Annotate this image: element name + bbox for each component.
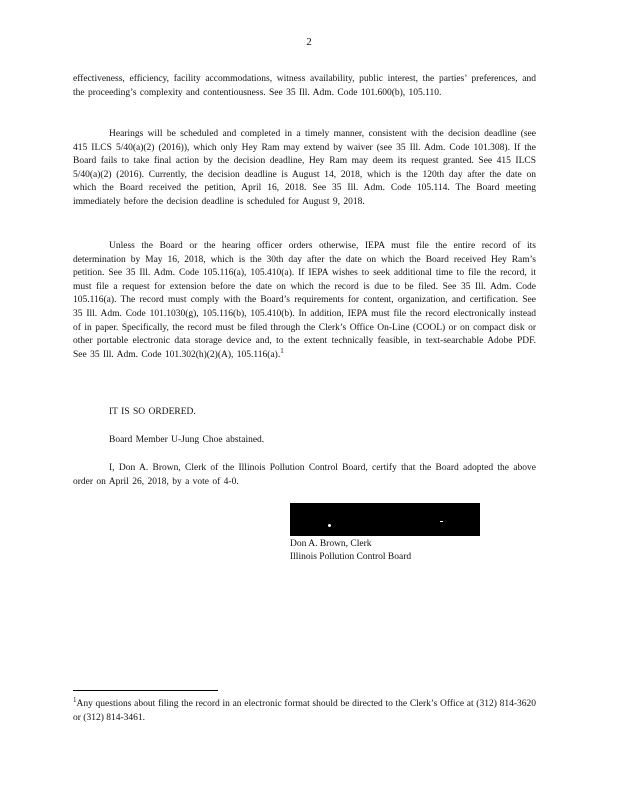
- clerk-certification: I, Don A. Brown, Clerk of the Illinois Pollution Control Board, certify that the Board adopted the above order on April 26, 2018, by a vote of 4-0.: [73, 463, 536, 487]
- footnote: [73, 695, 536, 725]
- footnote-divider: [73, 690, 218, 691]
- footnote-marker: 1: [73, 695, 77, 704]
- signature-mark: [328, 524, 331, 527]
- redacted-signature: [290, 503, 480, 536]
- footnote-text: Any questions about filing the record in an electronic format should be directed to the Clerk’s Office at (312) 814-3620 or (312) 814-3461.: [73, 699, 536, 723]
- record-filing-text: Unless the Board or the hearing officer orders otherwise, IEPA must file the entire record of its determination by May 16, 2018, which is the 30th day after the date on which the Board received Hey Ram’s petition. See 35 Ill. Adm. Code 105.116(a), 105.410(a). If IEPA wishes to seek additional time to file the record, it must file a request for extension before the date on which the record is due to be filed. See 35 Ill. Adm. Code 105.116(a). The record must comply with the Board’s requirements for content, organization, and certification. See 35 Ill. Adm. Code 101.1030(g), 105.116(b), 105.410(b). In addition, IEPA must file the record electronically instead of in paper. Specifically, the record must be filed through the Clerk’s Office On-Line (COOL) or on compact disk or other portable electronic data storage device and, to the extent technically feasible, in text-searchable Adobe PDF. See 35 Ill. Adm. Code 101.302(h)(2)(A), 105.116(a).: [73, 241, 536, 360]
- order-statement: IT IS SO ORDERED.: [109, 407, 196, 417]
- abstention-statement: Board Member U-Jung Choe abstained.: [109, 435, 265, 445]
- signature-mark: [440, 521, 443, 522]
- signatory-organization: Illinois Pollution Control Board: [290, 552, 412, 562]
- paragraph-hearing-factors: effectiveness, efficiency, facility accommodations, witness availability, public interest, the parties’ preferences, and the proceeding’s complexity and contentiousness. See 35 Ill. Adm. Code 101.600(b), 105.110.: [73, 74, 536, 98]
- paragraph-hearing-schedule: Hearings will be scheduled and completed in a timely manner, consistent with the decision deadline (see 415 ILCS 5/40(a)(2) (2016)), which only Hey Ram may extend by waiver (see 35 Ill. Adm. Code 101.308). If the Board fails to take final action by the decision deadline, Hey Ram may deem its request granted. See 415 ILCS 5/40(a)(2) (2016). Currently, the decision deadline is August 14, 2018, which is the 120th day after the date on which the Board received the petition, April 16, 2018. See 35 Ill. Adm. Code 105.114. The Board meeting immediately before the decision deadline is scheduled for August 9, 2018.: [73, 129, 536, 207]
- footnote-reference: 1: [280, 346, 284, 355]
- page-number: 2: [306, 36, 312, 48]
- signatory-name: Don A. Brown, Clerk: [290, 539, 372, 549]
- paragraph-record-filing: [73, 240, 536, 362]
